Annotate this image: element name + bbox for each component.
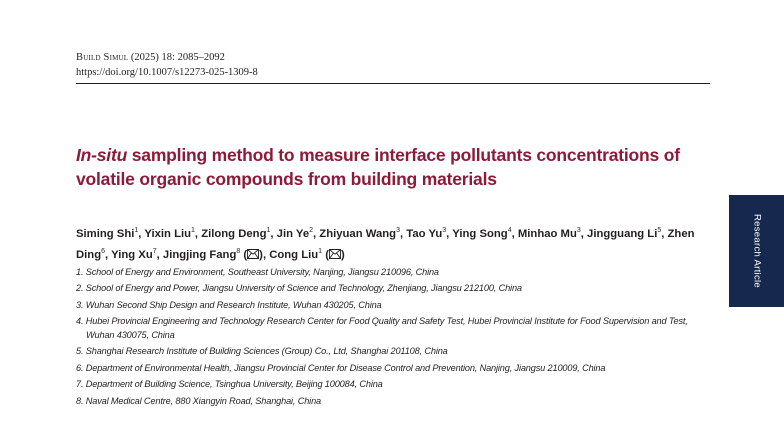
author-name: Jingjing Fang [162, 248, 237, 261]
author-affiliation-ref: 3 [396, 227, 400, 234]
header-divider [76, 83, 710, 84]
affiliation-list [76, 266, 716, 411]
title-rest: sampling method to measure interface pollutants concentrations of volatile organic compounds from building materials [76, 145, 680, 189]
doi-link[interactable]: https://doi.org/10.1007/s12273-025-1309-8 [76, 67, 258, 78]
journal-header [76, 50, 258, 80]
author-affiliation-ref: 1 [191, 227, 195, 234]
author-name: Zhiyuan Wang [319, 227, 397, 240]
paper-title [76, 143, 716, 191]
email-icon[interactable] [247, 247, 259, 257]
affiliation-item: 4. Hubei Provincial Engineering and Technology Research Center for Food Quality and Safety Test, Hubei Provincial Institute for Food Supervision and Test, Wuhan 430075, China [76, 316, 688, 340]
author-affiliation-ref: 6 [101, 247, 106, 255]
author-name: Ying Song [452, 227, 508, 240]
author-name: Siming Shi [76, 227, 135, 240]
affiliation-item: 6. Department of Environmental Health, Jiangsu Provincial Center for Disease Control and Prevention, Nanjing, Jiangsu 210009, China [76, 362, 606, 373]
journal-volume-pages: (2025) 18: 2085–2092 [128, 52, 225, 63]
title-italic-part: In-situ [76, 145, 128, 165]
author [76, 228, 138, 240]
author-affiliation-ref: 8 [236, 247, 241, 255]
author-name: Minhao Mu [517, 227, 577, 240]
email-icon[interactable] [329, 247, 341, 257]
author-affiliation-ref: 1 [266, 227, 271, 234]
author-affiliation-ref: 5 [657, 227, 662, 234]
author-affiliation-ref: 2 [309, 227, 314, 234]
author-affiliation-ref: 1 [318, 247, 323, 255]
author-list: Siming Shi$^1$, Yixin Liu$^1$, Zilong Deng$^1$, Jin Ye$^2$, Zhiyuan Wang$^3$, Tao Yu$^3$, Ying Song$^4$, Minhao Mu$^3$, Jingguang Li$^5$, Zhen Ding$^6$, Ying Xu$^7$, Jingjing Fang$^8$ ( ), Cong Liu$^1$ ( ) [76, 227, 695, 261]
affiliation-item: 2. School of Energy and Power, Jiangsu University of Science and Technology, Zhenjiang, Jiangsu 212100, China [76, 283, 522, 294]
author: Cong Liu$^1$ ( ) [269, 247, 345, 261]
author-affiliation-ref: 4 [507, 227, 512, 234]
author-affiliation-ref: 1 [134, 227, 139, 234]
author-name: Zhen Ding [76, 227, 695, 261]
affiliation-item: 7. Department of Building Science, Tsinghua University, Beijing 100084, China [76, 379, 383, 390]
article-type-tab [729, 195, 784, 307]
author-affiliation-ref: 7 [152, 247, 157, 255]
author-affiliation-ref: 3 [442, 227, 447, 234]
author [111, 249, 157, 261]
author-name: Cong Liu [269, 248, 319, 261]
author: Jingjing Fang$^8$ ( ) [162, 247, 263, 261]
article-type-label: Research Article [751, 214, 762, 288]
author [452, 228, 511, 240]
author [319, 228, 400, 240]
author [587, 228, 661, 240]
affiliation-item: 3. Wuhan Second Ship Design and Research Institute, Wuhan 430205, China [76, 299, 382, 310]
author-name: Ying Xu [111, 248, 153, 261]
author-name: Yixin Liu [144, 227, 192, 240]
author [277, 228, 313, 240]
affiliation-item: 1. School of Energy and Environment, Southeast University, Nanjing, Jiangsu 210096, China [76, 267, 439, 277]
author-name: Tao Yu [406, 227, 443, 240]
affiliation-item: 8. Naval Medical Centre, 880 Xiangyin Road, Shanghai, China [76, 395, 321, 406]
author [144, 228, 195, 240]
author-affiliation-ref: 3 [576, 227, 581, 234]
author [406, 228, 446, 240]
affiliation-item: 5. Shanghai Research Institute of Building Sciences (Group) Co., Ltd, Shanghai 201108, China [76, 346, 448, 357]
author-name: Jin Ye [276, 227, 310, 240]
author [201, 228, 270, 240]
journal-citation [76, 50, 258, 65]
author-name: Zilong Deng [201, 227, 267, 240]
author-name: Jingguang Li [587, 227, 658, 240]
journal-name: Build Simul [76, 52, 129, 63]
author [518, 228, 581, 240]
